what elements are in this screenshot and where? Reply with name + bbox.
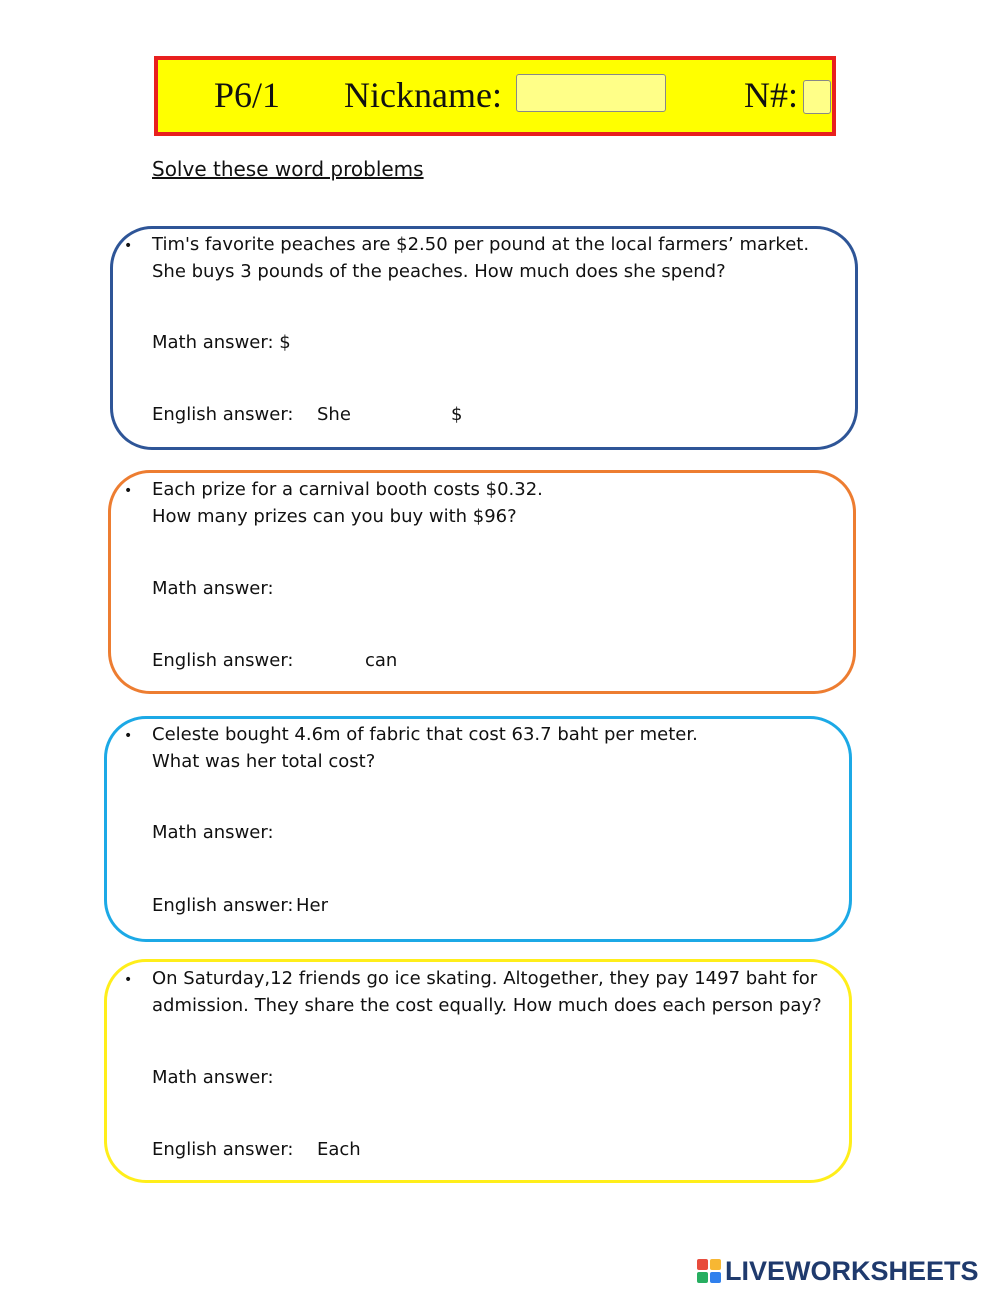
problem-3-math-label: Math answer: (152, 822, 274, 843)
problem-4-math-label: Math answer: (152, 1067, 274, 1088)
liveworksheets-logo (697, 1256, 979, 1286)
nickname-label: Nickname: (344, 75, 502, 115)
header-banner (154, 56, 836, 136)
problem-2-english-word: can (365, 650, 398, 671)
problem-4-english-word: Each (317, 1139, 361, 1160)
problem-2-text-line2: How many prizes can you buy with $96? (152, 506, 517, 527)
instructions: Solve these word problems (152, 157, 424, 181)
problem-3-english-word: Her (296, 895, 329, 916)
problem-3-english-label: English answer: (152, 895, 294, 916)
number-input[interactable] (803, 80, 831, 114)
problem-3-text-line1: Celeste bought 4.6m of fabric that cost 63.7 baht per meter. (152, 724, 698, 745)
bullet-icon: • (124, 728, 133, 744)
bullet-icon: • (124, 483, 133, 499)
bullet-icon: • (124, 238, 133, 254)
number-label: N#: (744, 75, 798, 115)
problem-4-text-line1: On Saturday,12 friends go ice skating. Altogether, they pay 1497 baht for (152, 968, 818, 989)
problem-1-text-line1: Tim's favorite peaches are $2.50 per pound at the local farmers’ market. (152, 234, 810, 255)
problem-2-text-line1: Each prize for a carnival booth costs $0.32. (152, 479, 543, 500)
liveworksheets-logo-icon (697, 1259, 721, 1283)
nickname-input[interactable] (516, 74, 666, 112)
problem-1-english-prefix: She (317, 404, 351, 425)
problem-2-english-label: English answer: (152, 650, 294, 671)
problem-1-math-label: Math answer: $ (152, 332, 291, 353)
problem-1-text-line2: She buys 3 pounds of the peaches. How much does she spend? (152, 261, 726, 282)
problem-1-english-label: English answer: (152, 404, 294, 425)
problem-4-english-label: English answer: (152, 1139, 294, 1160)
bullet-icon: • (124, 972, 133, 988)
problem-1-english-suffix: $ (451, 404, 463, 425)
problem-3-text-line2: What was her total cost? (152, 751, 376, 772)
problem-2-math-label: Math answer: (152, 578, 274, 599)
class-label: P6/1 (214, 75, 281, 115)
problem-4-text-line2: admission. They share the cost equally. How much does each person pay? (152, 995, 822, 1016)
liveworksheets-logo-text: LIVEWORKSHEETS (725, 1255, 979, 1286)
